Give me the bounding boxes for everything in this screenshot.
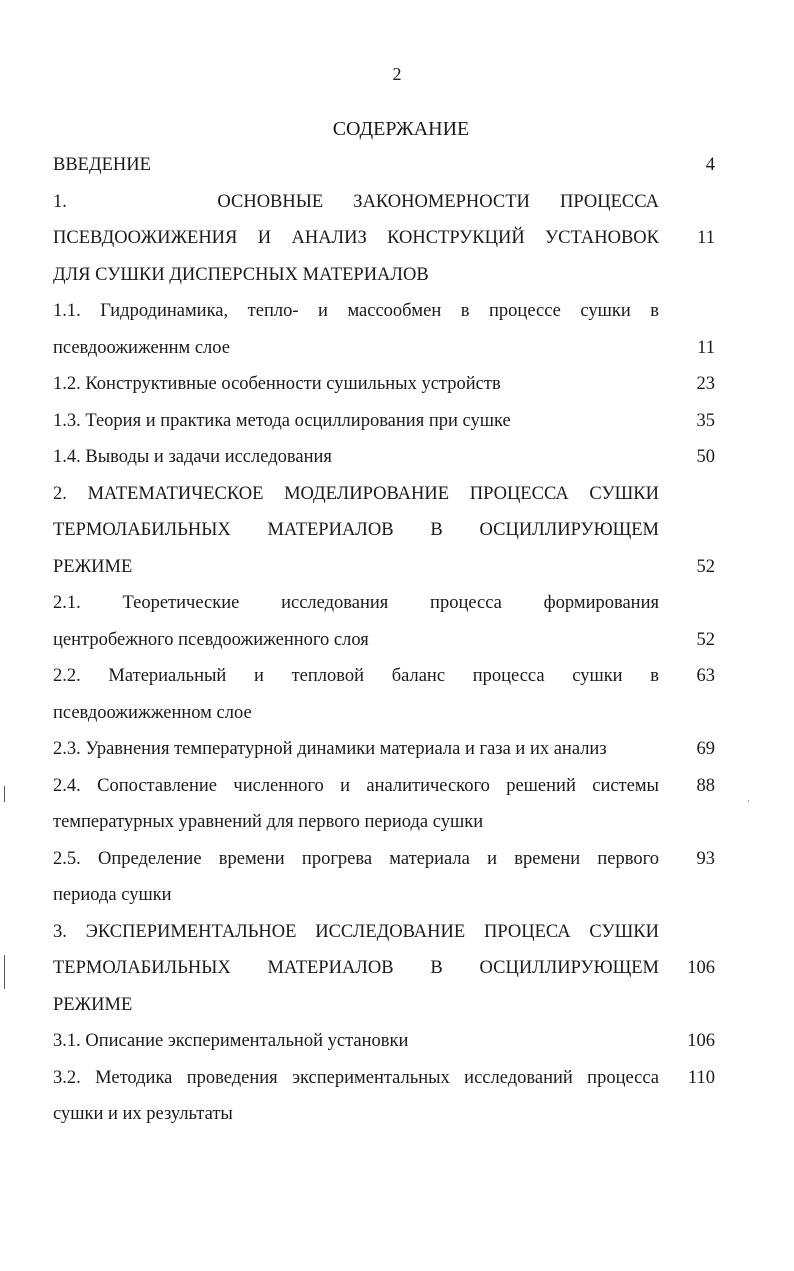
toc-entry-line: 1.1. Гидродинамика, тепло- и массообмен в процессе сушки в (53, 301, 659, 321)
toc-entry (53, 1023, 723, 1060)
toc-title: СОДЕРЖАНИЕ (332, 118, 470, 140)
table-of-contents (53, 147, 723, 1133)
toc-entry-page: 50 (696, 447, 715, 467)
toc-entry-line: ВВЕДЕНИЕ (53, 155, 151, 175)
toc-entry-page: 63 (696, 666, 715, 686)
toc-entry-page: 4 (705, 155, 715, 175)
toc-entry-line: 1. ОСНОВНЫЕ ЗАКОНОМЕРНОСТИ ПРОЦЕССА (53, 191, 659, 212)
toc-entry (53, 1060, 723, 1133)
toc-entry (53, 184, 723, 294)
toc-entry-line: центробежного псевдоожиженного слоя (53, 629, 369, 650)
toc-entry-title (53, 768, 659, 841)
toc-entry-page: 52 (696, 556, 715, 577)
toc-entry-line: 2.1. Теоретические исследования процесса формирования (53, 593, 659, 613)
toc-entry (53, 439, 723, 476)
toc-entry-title (53, 731, 659, 768)
toc-entry-line: ТЕРМОЛАБИЛЬНЫХ МАТЕРИАЛОВ В ОСЦИЛЛИРУЮЩЕМ (53, 520, 659, 540)
toc-entry-page: 11 (697, 228, 715, 248)
toc-entry-line: периода сушки (53, 885, 172, 905)
toc-entry-title (53, 841, 659, 914)
toc-entry-title (53, 476, 659, 586)
toc-entry-title (53, 366, 659, 403)
toc-entry-page: 106 (687, 958, 715, 978)
toc-entry (53, 658, 723, 731)
toc-entry-line: РЕЖИМЕ (53, 994, 133, 1015)
toc-entry-title (53, 147, 659, 184)
toc-entry (53, 366, 723, 403)
toc-entry-page: 35 (696, 410, 715, 431)
toc-entry-line: 3. ЭКСПЕРИМЕНТАЛЬНОЕ ИССЛЕДОВАНИЕ ПРОЦЕСА СУШКИ (53, 921, 659, 942)
scan-margin-mark (4, 955, 5, 989)
toc-entry-line: псевдоожиженнм слое (53, 337, 230, 358)
toc-entry-line: 2.5. Определение времени прогрева материала и времени первого (53, 848, 659, 869)
toc-entry-title (53, 1060, 659, 1133)
toc-entry (53, 768, 723, 841)
toc-entry-line: ДЛЯ СУШКИ ДИСПЕРСНЫХ МАТЕРИАЛОВ (53, 264, 429, 285)
toc-entry-line: 2. МАТЕМАТИЧЕСКОЕ МОДЕЛИРОВАНИЕ ПРОЦЕССА СУШКИ (53, 483, 659, 504)
scan-margin-mark (4, 786, 5, 802)
toc-entry (53, 293, 723, 366)
toc-entry (53, 403, 723, 440)
toc-entry-title (53, 658, 659, 731)
toc-entry (53, 476, 723, 586)
toc-entry-page: 52 (696, 629, 715, 650)
toc-entry-title (53, 439, 659, 476)
toc-entry-page: 110 (687, 1067, 715, 1088)
toc-entry-line: 3.2. Методика проведения экспериментальных исследований процесса (53, 1067, 659, 1088)
toc-entry-title (53, 585, 659, 658)
toc-entry-page: 88 (696, 775, 715, 796)
toc-entry-title (53, 403, 659, 440)
toc-entry-line: 1.4. Выводы и задачи исследования (53, 447, 332, 467)
toc-entry-page: 11 (697, 337, 715, 358)
toc-entry-page: 69 (696, 739, 715, 759)
toc-entry-page: 106 (687, 1031, 715, 1051)
toc-entry-page: 93 (696, 848, 715, 869)
toc-entry-line: ТЕРМОЛАБИЛЬНЫХ МАТЕРИАЛОВ В ОСЦИЛЛИРУЮЩЕМ (53, 958, 659, 978)
toc-entry (53, 585, 723, 658)
toc-entry (53, 731, 723, 768)
toc-entry-title (53, 293, 659, 366)
toc-entry-title (53, 1023, 659, 1060)
toc-entry-line: сушки и их результаты (53, 1104, 233, 1124)
toc-entry-line: РЕЖИМЕ (53, 556, 133, 577)
scan-speck (748, 800, 749, 802)
toc-entry (53, 914, 723, 1024)
toc-entry (53, 147, 723, 184)
toc-entry-line: 2.4. Сопоставление численного и аналитического решений системы (53, 775, 659, 796)
toc-entry-line: 2.2. Материальный и тепловой баланс процесса сушки в (53, 666, 659, 686)
toc-entry-line: 1.2. Конструктивные особенности сушильных устройств (53, 374, 501, 394)
toc-entry-line: 2.3. Уравнения температурной динамики материала и газа и их анализ (53, 739, 607, 759)
toc-entry-line: псевдоожижженном слое (53, 702, 252, 723)
toc-entry-line: ПСЕВДООЖИЖЕНИЯ И АНАЛИЗ КОНСТРУКЦИЙ УСТАНОВОК (53, 228, 659, 248)
toc-entry (53, 841, 723, 914)
toc-entry-line: 3.1. Описание экспериментальной установки (53, 1031, 409, 1051)
toc-entry-line: температурных уравнений для первого периода сушки (53, 812, 484, 832)
toc-entry-page: 23 (696, 374, 715, 394)
toc-entry-line: 1.3. Теория и практика метода осциллирования при сушке (53, 410, 511, 431)
toc-entry-title (53, 184, 659, 294)
page-number: 2 (392, 64, 402, 84)
toc-entry-title (53, 914, 659, 1024)
